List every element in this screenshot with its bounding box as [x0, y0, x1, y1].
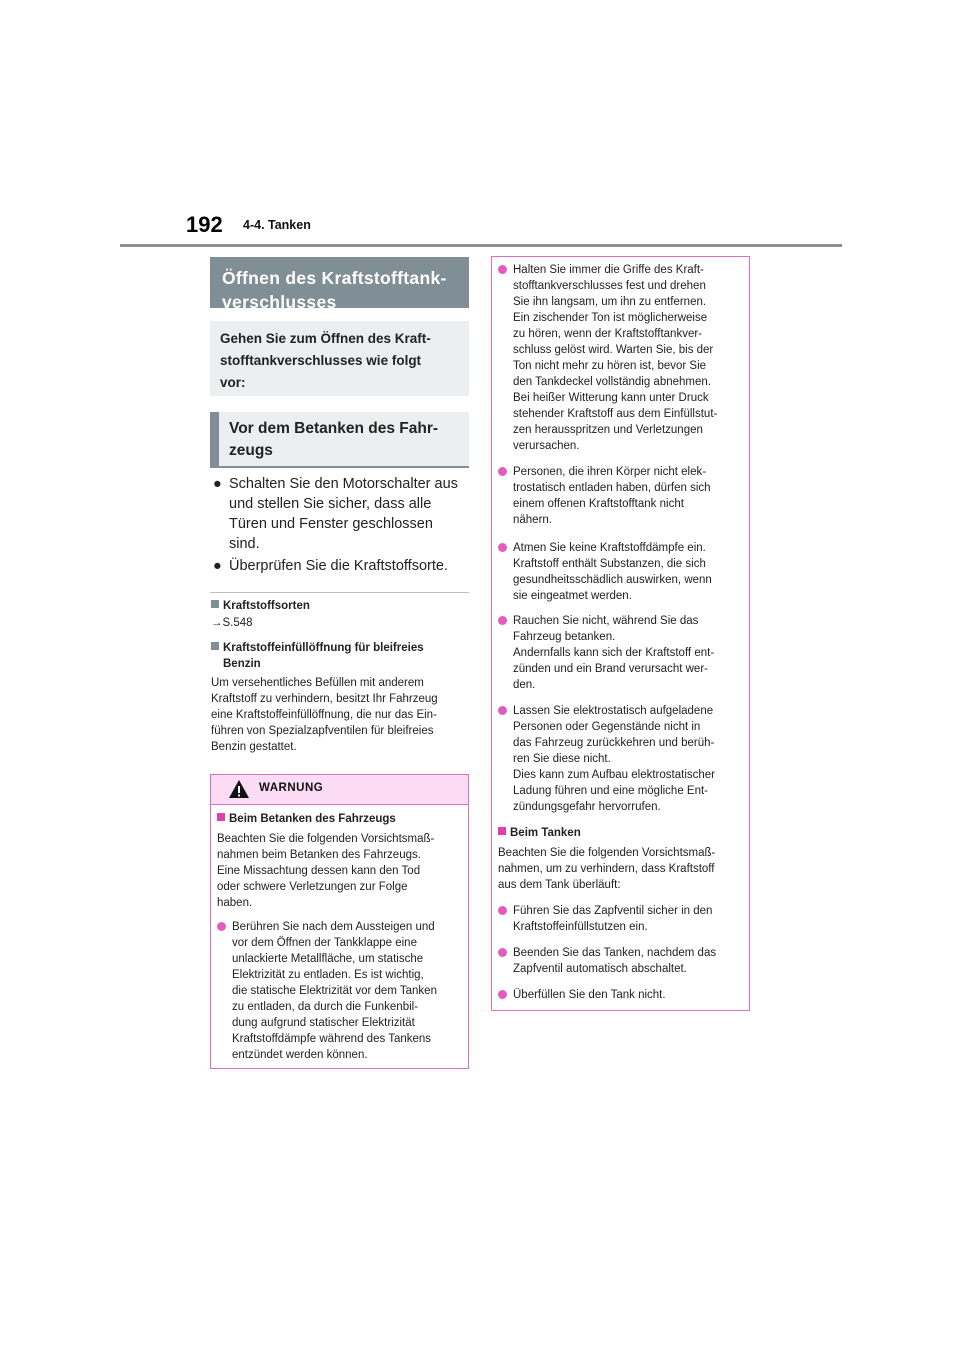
bullet-dot-icon — [498, 265, 507, 274]
intro-line: Gehen Sie zum Öffnen des Kraft- — [220, 331, 431, 346]
warning-header — [211, 775, 468, 805]
warning-line: Sie ihn langsam, um ihn zu entfernen. — [513, 296, 707, 308]
note-line: führen von Spezialzapfventilen für bleifreies — [211, 725, 434, 737]
warning-line: Rauchen Sie nicht, während Sie das — [513, 615, 699, 627]
note-title — [211, 640, 467, 672]
warning-line: Beachten Sie die folgenden Vorsichtsmaß- — [217, 833, 435, 845]
bullet-dot-icon — [217, 922, 226, 931]
note-title-text: Kraftstoffsorten — [223, 600, 310, 612]
bullet-dot-icon — [498, 616, 507, 625]
bullet-dot-icon — [498, 990, 507, 999]
header-rule — [120, 244, 842, 247]
warning-line: trostatisch entladen haben, dürfen sich — [513, 482, 711, 494]
warning-line: zen herausspritzen und Verletzungen — [513, 424, 703, 436]
warning-line: gesundheitsschädlich auswirken, wenn — [513, 574, 712, 586]
warning-line: Lassen Sie elektrostatisch aufgeladene — [513, 705, 714, 717]
note-title-text: Benzin — [223, 658, 261, 670]
intro-line: vor: — [220, 375, 246, 390]
bullet-dot-icon — [498, 543, 507, 552]
section-heading — [210, 257, 469, 312]
subheading — [210, 412, 469, 468]
warning-text — [217, 831, 465, 911]
warning-line: Halten Sie immer die Griffe des Kraft- — [513, 264, 704, 276]
warning-line: Kraftstoffdämpfe während des Tankens — [232, 1033, 432, 1045]
intro-box — [210, 321, 469, 396]
warning-section-title-text: Beim Tanken — [510, 827, 581, 839]
warning-line: vor dem Öffnen der Tankklappe eine — [232, 937, 417, 949]
note-line: Kraftstoff zu verhindern, besitzt Ihr Fahrzeug — [211, 693, 438, 705]
subheading-line: Vor dem Betanken des Fahr- — [229, 420, 439, 437]
warning-line: Kraftstoffeinfüllstutzen ein. — [513, 921, 648, 933]
square-bullet-icon — [217, 813, 225, 821]
warning-line: Ton nicht mehr zu hören ist, bevor Sie — [513, 360, 707, 372]
warning-bullet — [498, 987, 746, 1003]
warning-bullet — [498, 945, 746, 977]
bullet-dot-icon — [498, 906, 507, 915]
warning-title: WARNUNG — [259, 782, 324, 794]
warning-line: sie eingeatmet werden. — [513, 590, 632, 602]
warning-line: stehender Kraftstoff aus dem Einfüllstut- — [513, 408, 718, 420]
cross-reference: →S.548 — [211, 617, 253, 629]
note-line: Benzin gestattet. — [211, 741, 297, 753]
bullet-dot-icon — [498, 948, 507, 957]
warning-line: Atmen Sie keine Kraftstoffdämpfe ein. — [513, 542, 706, 554]
bullet-dot-icon — [498, 706, 507, 715]
warning-line: unlackierte Metallfläche, um statische — [232, 953, 424, 965]
warning-line: nahmen, um zu verhindern, dass Kraftstoff — [498, 863, 715, 875]
bullet-line: sind. — [229, 536, 260, 552]
warning-line: Beachten Sie die folgenden Vorsichtsmaß- — [498, 847, 716, 859]
section-label: 4-4. Tanken — [243, 218, 311, 232]
warning-line: Dies kann zum Aufbau elektrostatischer — [513, 769, 715, 781]
warning-bullet — [498, 540, 746, 604]
warning-line: das Fahrzeug zurückkehren und berüh- — [513, 737, 715, 749]
warning-line: zünden und ein Brand verursacht wer- — [513, 663, 708, 675]
note-line: eine Kraftstoffeinfüllöffnung, die nur das Ein- — [211, 709, 437, 721]
warning-line: Überfüllen Sie den Tank nicht. — [513, 989, 666, 1001]
section-heading-line: Öffnen des Kraftstofftank- — [222, 268, 447, 288]
bullet-icon: ● — [213, 476, 222, 492]
warning-bullet — [498, 262, 746, 454]
warning-section-title — [498, 825, 743, 841]
warning-line: Personen oder Gegenstände nicht in — [513, 721, 701, 733]
warning-bullet — [498, 903, 746, 935]
warning-line: einem offenen Kraftstofftank nicht — [513, 498, 684, 510]
warning-line: Beenden Sie das Tanken, nachdem das — [513, 947, 717, 959]
warning-line: Elektrizität zu entladen. Es ist wichtig, — [232, 969, 424, 981]
bullet-line: Überprüfen Sie die Kraftstoffsorte. — [229, 558, 448, 574]
note-line: Um versehentliches Befüllen mit anderem — [211, 677, 424, 689]
warning-line: Eine Missachtung dessen kann den Tod — [217, 865, 421, 877]
warning-line: haben. — [217, 897, 253, 909]
warning-line: Personen, die ihren Körper nicht elek- — [513, 466, 707, 478]
warning-line: stofftankverschlusses fest und drehen — [513, 280, 706, 292]
warning-line: den Tankdeckel vollständig abnehmen. — [513, 376, 711, 388]
warning-line: zu hören, wenn der Kraftstofftankver- — [513, 328, 702, 340]
warning-line: Zapfventil automatisch abschaltet. — [513, 963, 687, 975]
warning-line: dung aufgrund statischer Elektrizität — [232, 1017, 415, 1029]
warning-line: aus dem Tank überläuft: — [498, 879, 621, 891]
warning-line: Kraftstoff enthält Substanzen, die sich — [513, 558, 706, 570]
warning-text — [498, 845, 748, 893]
list-item — [213, 474, 468, 554]
bullet-icon: ● — [213, 558, 222, 574]
warning-line: Ladung führen und eine mögliche Ent- — [513, 785, 709, 797]
warning-line: nähern. — [513, 514, 553, 526]
bullet-line: und stellen Sie sicher, dass alle — [229, 496, 432, 512]
warning-line: verursachen. — [513, 440, 580, 452]
subheading-rule — [210, 466, 469, 468]
divider — [210, 592, 469, 593]
warning-line: zündungsgefahr hervorrufen. — [513, 801, 661, 813]
warning-line: die statische Elektrizität vor dem Tanken — [232, 985, 437, 997]
bullet-line: Türen und Fenster geschlossen — [229, 516, 433, 532]
warning-bullet — [498, 464, 746, 528]
warning-line: ren Sie diese nicht. — [513, 753, 611, 765]
bullet-line: Schalten Sie den Motorschalter aus — [229, 476, 458, 492]
warning-bullet — [498, 613, 746, 693]
warning-line: entzündet werden können. — [232, 1049, 368, 1061]
warning-line: Ein zischender Ton ist möglicherweise — [513, 312, 708, 324]
list-item — [213, 556, 468, 576]
warning-line: oder schwere Verletzungen zur Folge — [217, 881, 408, 893]
note-text — [211, 675, 467, 755]
warning-triangle-icon — [228, 779, 250, 799]
page-number: 192 — [186, 212, 223, 237]
warning-line: schluss gelöst wird. Warten Sie, bis der — [513, 344, 714, 356]
subheading-line: zeugs — [229, 442, 273, 459]
square-bullet-icon — [498, 827, 506, 835]
section-heading-line: verschlusses — [222, 292, 337, 312]
warning-line: nahmen beim Betanken des Fahrzeugs. — [217, 849, 421, 861]
warning-line: den. — [513, 679, 536, 691]
warning-line: zu entladen, da durch die Funkenbil- — [232, 1001, 419, 1013]
note-title-text: Kraftstoffeinfüllöffnung für bleifreies — [223, 642, 424, 654]
warning-bullet — [217, 919, 465, 1063]
warning-bullet — [498, 703, 746, 815]
warning-line: Führen Sie das Zapfventil sicher in den — [513, 905, 713, 917]
warning-section-title-text: Beim Betanken des Fahrzeugs — [229, 813, 396, 825]
warning-section-title — [217, 811, 462, 827]
square-bullet-icon — [211, 600, 219, 608]
warning-box — [210, 774, 469, 1069]
warning-line: Bei heißer Witterung kann unter Druck — [513, 392, 709, 404]
warning-line: Berühren Sie nach dem Aussteigen und — [232, 921, 435, 933]
warning-line: Fahrzeug betanken. — [513, 631, 616, 643]
note-title — [211, 598, 467, 614]
square-bullet-icon — [211, 642, 219, 650]
warning-box-continued — [491, 256, 750, 1011]
warning-line: Andernfalls kann sich der Kraftstoff ent- — [513, 647, 715, 659]
bullet-dot-icon — [498, 467, 507, 476]
intro-line: stofftankverschlusses wie folgt — [220, 353, 422, 368]
